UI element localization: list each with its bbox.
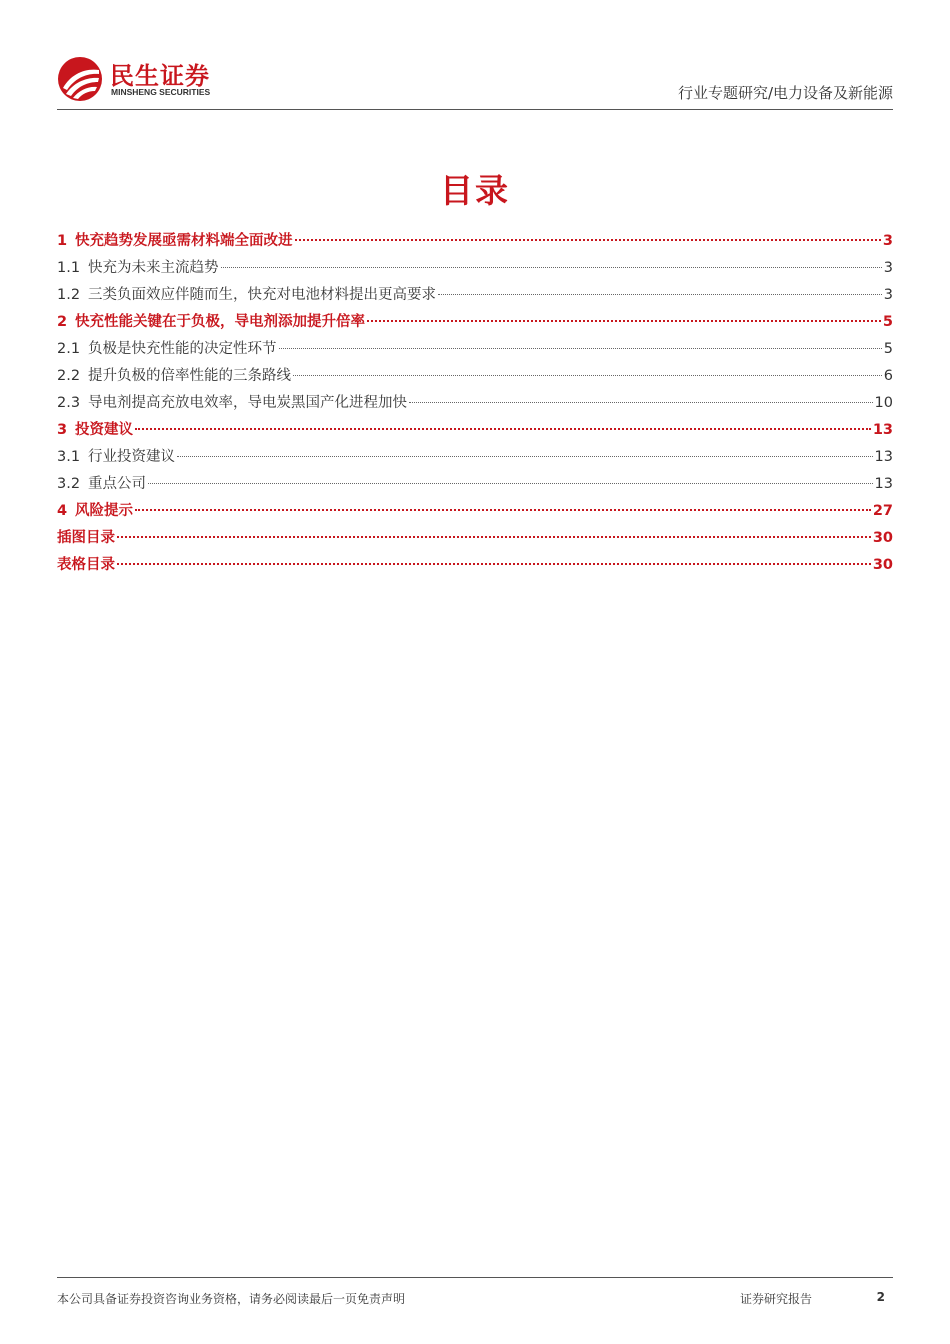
toc-entry-page: 30 bbox=[872, 557, 893, 573]
toc-entry-label: 重点公司 bbox=[88, 476, 146, 492]
toc-entry-label: 行业投资建议 bbox=[88, 449, 175, 465]
logo-english-name: MINSHENG SECURITIES bbox=[111, 87, 211, 97]
toc-entry-number: 3 bbox=[57, 422, 68, 438]
toc-entry-number: 3.1 bbox=[57, 449, 81, 465]
minsheng-logo-icon bbox=[57, 56, 103, 102]
toc-dot-leader bbox=[177, 456, 873, 457]
toc-entry-level1[interactable] bbox=[57, 228, 893, 255]
toc-entry-page: 13 bbox=[872, 422, 893, 438]
toc-entry-level2[interactable] bbox=[57, 336, 893, 363]
toc-entry-number: 1 bbox=[57, 233, 68, 249]
toc-entry-level1[interactable] bbox=[57, 498, 893, 525]
logo-chinese-name: 民生证券 bbox=[110, 62, 210, 90]
toc-dot-leader bbox=[117, 563, 871, 565]
toc-entry-page: 5 bbox=[882, 314, 893, 330]
toc-entry-label: 负极是快充性能的决定性环节 bbox=[88, 341, 277, 357]
toc-entry-number: 1.1 bbox=[57, 260, 81, 276]
toc-dot-leader bbox=[279, 348, 882, 349]
toc-entry-page: 27 bbox=[872, 503, 893, 519]
toc-entry-label: 表格目录 bbox=[57, 557, 115, 573]
toc-dot-leader bbox=[367, 320, 881, 322]
toc-entry-number: 1.2 bbox=[57, 287, 81, 303]
toc-dot-leader bbox=[117, 536, 871, 538]
toc-entry-label: 快充趋势发展亟需材料端全面改进 bbox=[75, 233, 293, 249]
toc-dot-leader bbox=[438, 294, 882, 295]
toc-entry-number: 2.3 bbox=[57, 395, 81, 411]
toc-entry-level1[interactable] bbox=[57, 552, 893, 579]
toc-entry-level2[interactable] bbox=[57, 390, 893, 417]
toc-entry-label: 插图目录 bbox=[57, 530, 115, 546]
toc-entry-page: 3 bbox=[883, 260, 893, 276]
toc-entry-label: 快充为未来主流趋势 bbox=[88, 260, 219, 276]
toc-dot-leader bbox=[221, 267, 882, 268]
toc-dot-leader bbox=[293, 375, 882, 376]
page-number: 2 bbox=[876, 1290, 885, 1304]
toc-entry-label: 投资建议 bbox=[75, 422, 133, 438]
toc-dot-leader bbox=[409, 402, 873, 403]
footer-divider bbox=[57, 1277, 893, 1278]
toc-entry-number: 2.2 bbox=[57, 368, 81, 384]
toc-entry-label: 三类负面效应伴随而生，快充对电池材料提出更高要求 bbox=[88, 287, 436, 303]
toc-entry-label: 快充性能关键在于负极，导电剂添加提升倍率 bbox=[75, 314, 365, 330]
footer-report-type: 证券研究报告 bbox=[740, 1292, 813, 1306]
report-category: 行业专题研究/电力设备及新能源 bbox=[677, 84, 893, 102]
toc-entry-page: 6 bbox=[883, 368, 893, 384]
company-logo bbox=[57, 54, 257, 104]
toc-dot-leader bbox=[135, 509, 871, 511]
toc-dot-leader bbox=[295, 239, 881, 241]
toc-entry-level1[interactable] bbox=[57, 309, 893, 336]
toc-entry-page: 3 bbox=[883, 287, 893, 303]
toc-entry-page: 13 bbox=[874, 449, 893, 465]
toc-entry-page: 3 bbox=[882, 233, 893, 249]
toc-entry-number: 2 bbox=[57, 314, 68, 330]
toc-entry-page: 13 bbox=[874, 476, 893, 492]
toc-entry-number: 4 bbox=[57, 503, 68, 519]
toc-entry-page: 30 bbox=[872, 530, 893, 546]
toc-entry-page: 10 bbox=[874, 395, 893, 411]
toc-title: 目录 bbox=[440, 171, 510, 210]
toc-entry-level2[interactable] bbox=[57, 363, 893, 390]
footer-disclaimer: 本公司具备证券投资咨询业务资格，请务必阅读最后一页免责声明 bbox=[57, 1292, 406, 1306]
toc-entry-level1[interactable] bbox=[57, 417, 893, 444]
toc-entry-level2[interactable] bbox=[57, 255, 893, 282]
toc-entry-label: 风险提示 bbox=[75, 503, 133, 519]
toc-entry-level1[interactable] bbox=[57, 525, 893, 552]
toc-entry-level2[interactable] bbox=[57, 282, 893, 309]
toc-entry-page: 5 bbox=[883, 341, 893, 357]
toc-dot-leader bbox=[148, 483, 873, 484]
toc-entry-label: 提升负极的倍率性能的三条路线 bbox=[88, 368, 291, 384]
toc-entry-number: 3.2 bbox=[57, 476, 81, 492]
toc-entry-level2[interactable] bbox=[57, 444, 893, 471]
page-header bbox=[57, 54, 893, 110]
toc-dot-leader bbox=[135, 428, 871, 430]
toc-entry-level2[interactable] bbox=[57, 471, 893, 498]
toc-entry-label: 导电剂提高充放电效率，导电炭黑国产化进程加快 bbox=[88, 395, 407, 411]
toc-entry-number: 2.1 bbox=[57, 341, 81, 357]
header-divider bbox=[57, 109, 893, 110]
table-of-contents bbox=[57, 228, 893, 579]
